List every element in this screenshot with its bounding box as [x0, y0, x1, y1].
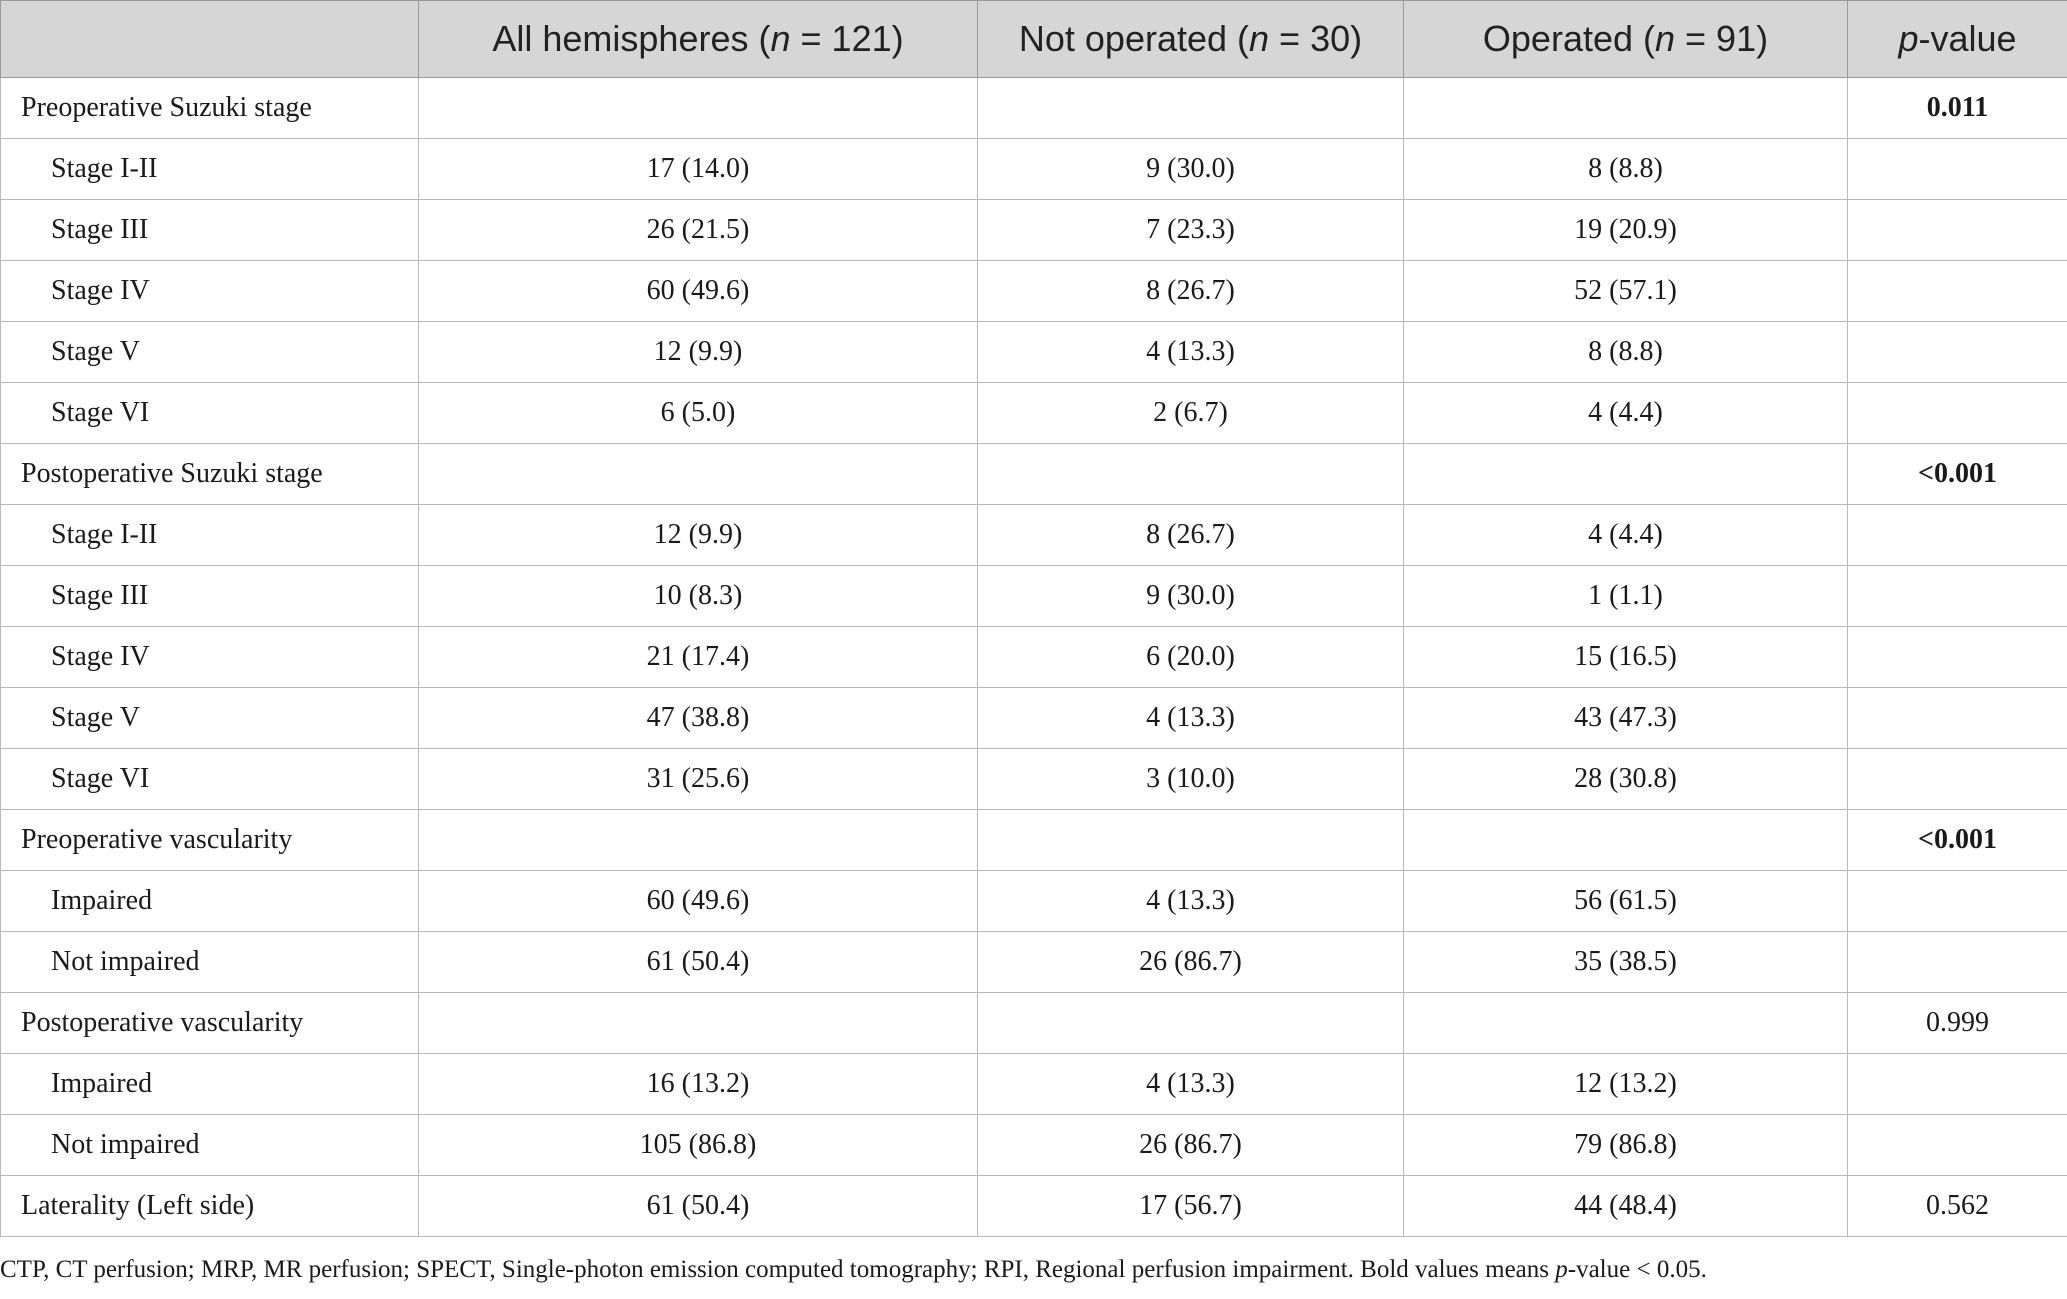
row-label: Stage V — [1, 322, 419, 383]
footnote-suffix: -value < 0.05. — [1567, 1256, 1707, 1283]
cell-not-operated: 26 (86.7) — [978, 932, 1404, 993]
cell-all-hemispheres: 6 (5.0) — [419, 383, 978, 444]
header-not-operated-pre: Not operated ( — [1018, 18, 1250, 59]
cell-not-operated — [978, 444, 1404, 505]
cell-not-operated — [978, 78, 1404, 139]
cell-all-hemispheres — [419, 810, 978, 871]
cell-all-hemispheres: 47 (38.8) — [419, 688, 978, 749]
row-label: Stage IV — [1, 261, 419, 322]
cell-not-operated: 7 (23.3) — [978, 200, 1404, 261]
cell-p-value: 0.999 — [1848, 993, 2067, 1054]
header-p-italic: p — [1898, 18, 1919, 59]
header-not-operated-n: n — [1249, 18, 1270, 59]
table-row — [1, 261, 2067, 322]
cell-p-value — [1848, 383, 2067, 444]
header-all-hemispheres — [419, 1, 978, 78]
row-label: Stage IV — [1, 627, 419, 688]
cell-operated — [1404, 993, 1848, 1054]
cell-p-value — [1848, 505, 2067, 566]
cell-operated: 8 (8.8) — [1404, 322, 1848, 383]
cell-not-operated — [978, 993, 1404, 1054]
row-label: Stage III — [1, 200, 419, 261]
cell-p-value: <0.001 — [1848, 810, 2067, 871]
table-row — [1, 78, 2067, 139]
table-row — [1, 932, 2067, 993]
cell-not-operated: 17 (56.7) — [978, 1176, 1404, 1237]
cell-all-hemispheres — [419, 78, 978, 139]
row-label: Not impaired — [1, 1115, 419, 1176]
row-label: Postoperative Suzuki stage — [1, 444, 419, 505]
table-row — [1, 1176, 2067, 1237]
table-row — [1, 993, 2067, 1054]
cell-all-hemispheres: 10 (8.3) — [419, 566, 978, 627]
header-p-value — [1848, 1, 2067, 78]
header-variable — [1, 1, 419, 78]
cell-p-value — [1848, 200, 2067, 261]
cell-operated: 43 (47.3) — [1404, 688, 1848, 749]
cell-all-hemispheres: 60 (49.6) — [419, 261, 978, 322]
footnote-text: CTP, CT perfusion; MRP, MR perfusion; SPECT, Single-photon emission computed tomography; RPI, Regional perfusion impairment. Bold values means — [0, 1256, 1556, 1283]
table-row — [1, 627, 2067, 688]
footnote-p-italic: p — [1555, 1256, 1568, 1283]
cell-p-value — [1848, 627, 2067, 688]
cell-operated: 79 (86.8) — [1404, 1115, 1848, 1176]
header-operated-post: = 91) — [1675, 18, 1769, 59]
cell-not-operated: 4 (13.3) — [978, 688, 1404, 749]
cell-not-operated: 6 (20.0) — [978, 627, 1404, 688]
row-label: Not impaired — [1, 932, 419, 993]
table-row — [1, 200, 2067, 261]
table-footnote — [0, 1256, 1707, 1284]
cell-operated: 4 (4.4) — [1404, 505, 1848, 566]
cell-p-value: 0.562 — [1848, 1176, 2067, 1237]
table-row — [1, 688, 2067, 749]
table-row — [1, 810, 2067, 871]
cell-all-hemispheres: 16 (13.2) — [419, 1054, 978, 1115]
table-row — [1, 566, 2067, 627]
row-label: Postoperative vascularity — [1, 993, 419, 1054]
header-operated-pre: Operated ( — [1482, 18, 1655, 59]
cell-p-value — [1848, 1115, 2067, 1176]
header-not-operated — [978, 1, 1404, 78]
cell-p-value — [1848, 261, 2067, 322]
cell-operated: 4 (4.4) — [1404, 383, 1848, 444]
cell-operated: 35 (38.5) — [1404, 932, 1848, 993]
cell-operated: 28 (30.8) — [1404, 749, 1848, 810]
row-label: Stage VI — [1, 749, 419, 810]
row-label: Stage I-II — [1, 139, 419, 200]
cell-p-value — [1848, 566, 2067, 627]
cell-not-operated: 9 (30.0) — [978, 566, 1404, 627]
header-operated — [1404, 1, 1848, 78]
cell-operated: 56 (61.5) — [1404, 871, 1848, 932]
cell-not-operated: 3 (10.0) — [978, 749, 1404, 810]
row-label: Stage I-II — [1, 505, 419, 566]
cell-p-value — [1848, 322, 2067, 383]
header-all-post: = 121) — [790, 18, 904, 59]
cell-not-operated: 2 (6.7) — [978, 383, 1404, 444]
cell-operated: 12 (13.2) — [1404, 1054, 1848, 1115]
cell-all-hemispheres: 31 (25.6) — [419, 749, 978, 810]
cell-p-value: <0.001 — [1848, 444, 2067, 505]
header-p-suffix: -value — [1918, 18, 2017, 59]
cell-operated: 1 (1.1) — [1404, 566, 1848, 627]
table-row — [1, 139, 2067, 200]
cell-operated: 8 (8.8) — [1404, 139, 1848, 200]
cell-p-value: 0.011 — [1848, 78, 2067, 139]
header-not-operated-post: = 30) — [1269, 18, 1363, 59]
cell-all-hemispheres: 26 (21.5) — [419, 200, 978, 261]
cell-not-operated: 8 (26.7) — [978, 505, 1404, 566]
cell-all-hemispheres: 12 (9.9) — [419, 322, 978, 383]
row-label: Stage V — [1, 688, 419, 749]
table-row — [1, 322, 2067, 383]
header-operated-n: n — [1655, 18, 1676, 59]
cell-p-value — [1848, 932, 2067, 993]
row-label: Impaired — [1, 871, 419, 932]
row-label: Stage III — [1, 566, 419, 627]
table-row — [1, 444, 2067, 505]
row-label: Laterality (Left side) — [1, 1176, 419, 1237]
cell-not-operated: 26 (86.7) — [978, 1115, 1404, 1176]
cell-not-operated — [978, 810, 1404, 871]
table-row — [1, 505, 2067, 566]
header-all-n: n — [770, 18, 791, 59]
cell-operated: 52 (57.1) — [1404, 261, 1848, 322]
table-row — [1, 1115, 2067, 1176]
row-label: Preoperative Suzuki stage — [1, 78, 419, 139]
cell-all-hemispheres: 105 (86.8) — [419, 1115, 978, 1176]
cell-p-value — [1848, 139, 2067, 200]
cell-all-hemispheres: 12 (9.9) — [419, 505, 978, 566]
row-label: Impaired — [1, 1054, 419, 1115]
cell-not-operated: 4 (13.3) — [978, 322, 1404, 383]
cell-operated: 15 (16.5) — [1404, 627, 1848, 688]
table-row — [1, 383, 2067, 444]
cell-all-hemispheres: 61 (50.4) — [419, 1176, 978, 1237]
table-row — [1, 749, 2067, 810]
cell-all-hemispheres: 61 (50.4) — [419, 932, 978, 993]
cell-not-operated: 4 (13.3) — [978, 1054, 1404, 1115]
cell-all-hemispheres — [419, 993, 978, 1054]
cell-all-hemispheres: 21 (17.4) — [419, 627, 978, 688]
cell-all-hemispheres: 60 (49.6) — [419, 871, 978, 932]
table-row — [1, 871, 2067, 932]
table-row — [1, 1054, 2067, 1115]
cell-operated — [1404, 78, 1848, 139]
cell-p-value — [1848, 871, 2067, 932]
row-label: Preoperative vascularity — [1, 810, 419, 871]
cell-not-operated: 8 (26.7) — [978, 261, 1404, 322]
row-label: Stage VI — [1, 383, 419, 444]
cell-p-value — [1848, 749, 2067, 810]
header-all-pre: All hemispheres ( — [492, 18, 771, 59]
cell-all-hemispheres: 17 (14.0) — [419, 139, 978, 200]
table-header-row — [1, 1, 2067, 78]
cell-all-hemispheres — [419, 444, 978, 505]
cell-operated: 44 (48.4) — [1404, 1176, 1848, 1237]
cell-p-value — [1848, 1054, 2067, 1115]
cell-p-value — [1848, 688, 2067, 749]
cell-not-operated: 4 (13.3) — [978, 871, 1404, 932]
table-body — [1, 78, 2067, 1237]
cell-not-operated: 9 (30.0) — [978, 139, 1404, 200]
cell-operated — [1404, 444, 1848, 505]
cell-operated — [1404, 810, 1848, 871]
cell-operated: 19 (20.9) — [1404, 200, 1848, 261]
